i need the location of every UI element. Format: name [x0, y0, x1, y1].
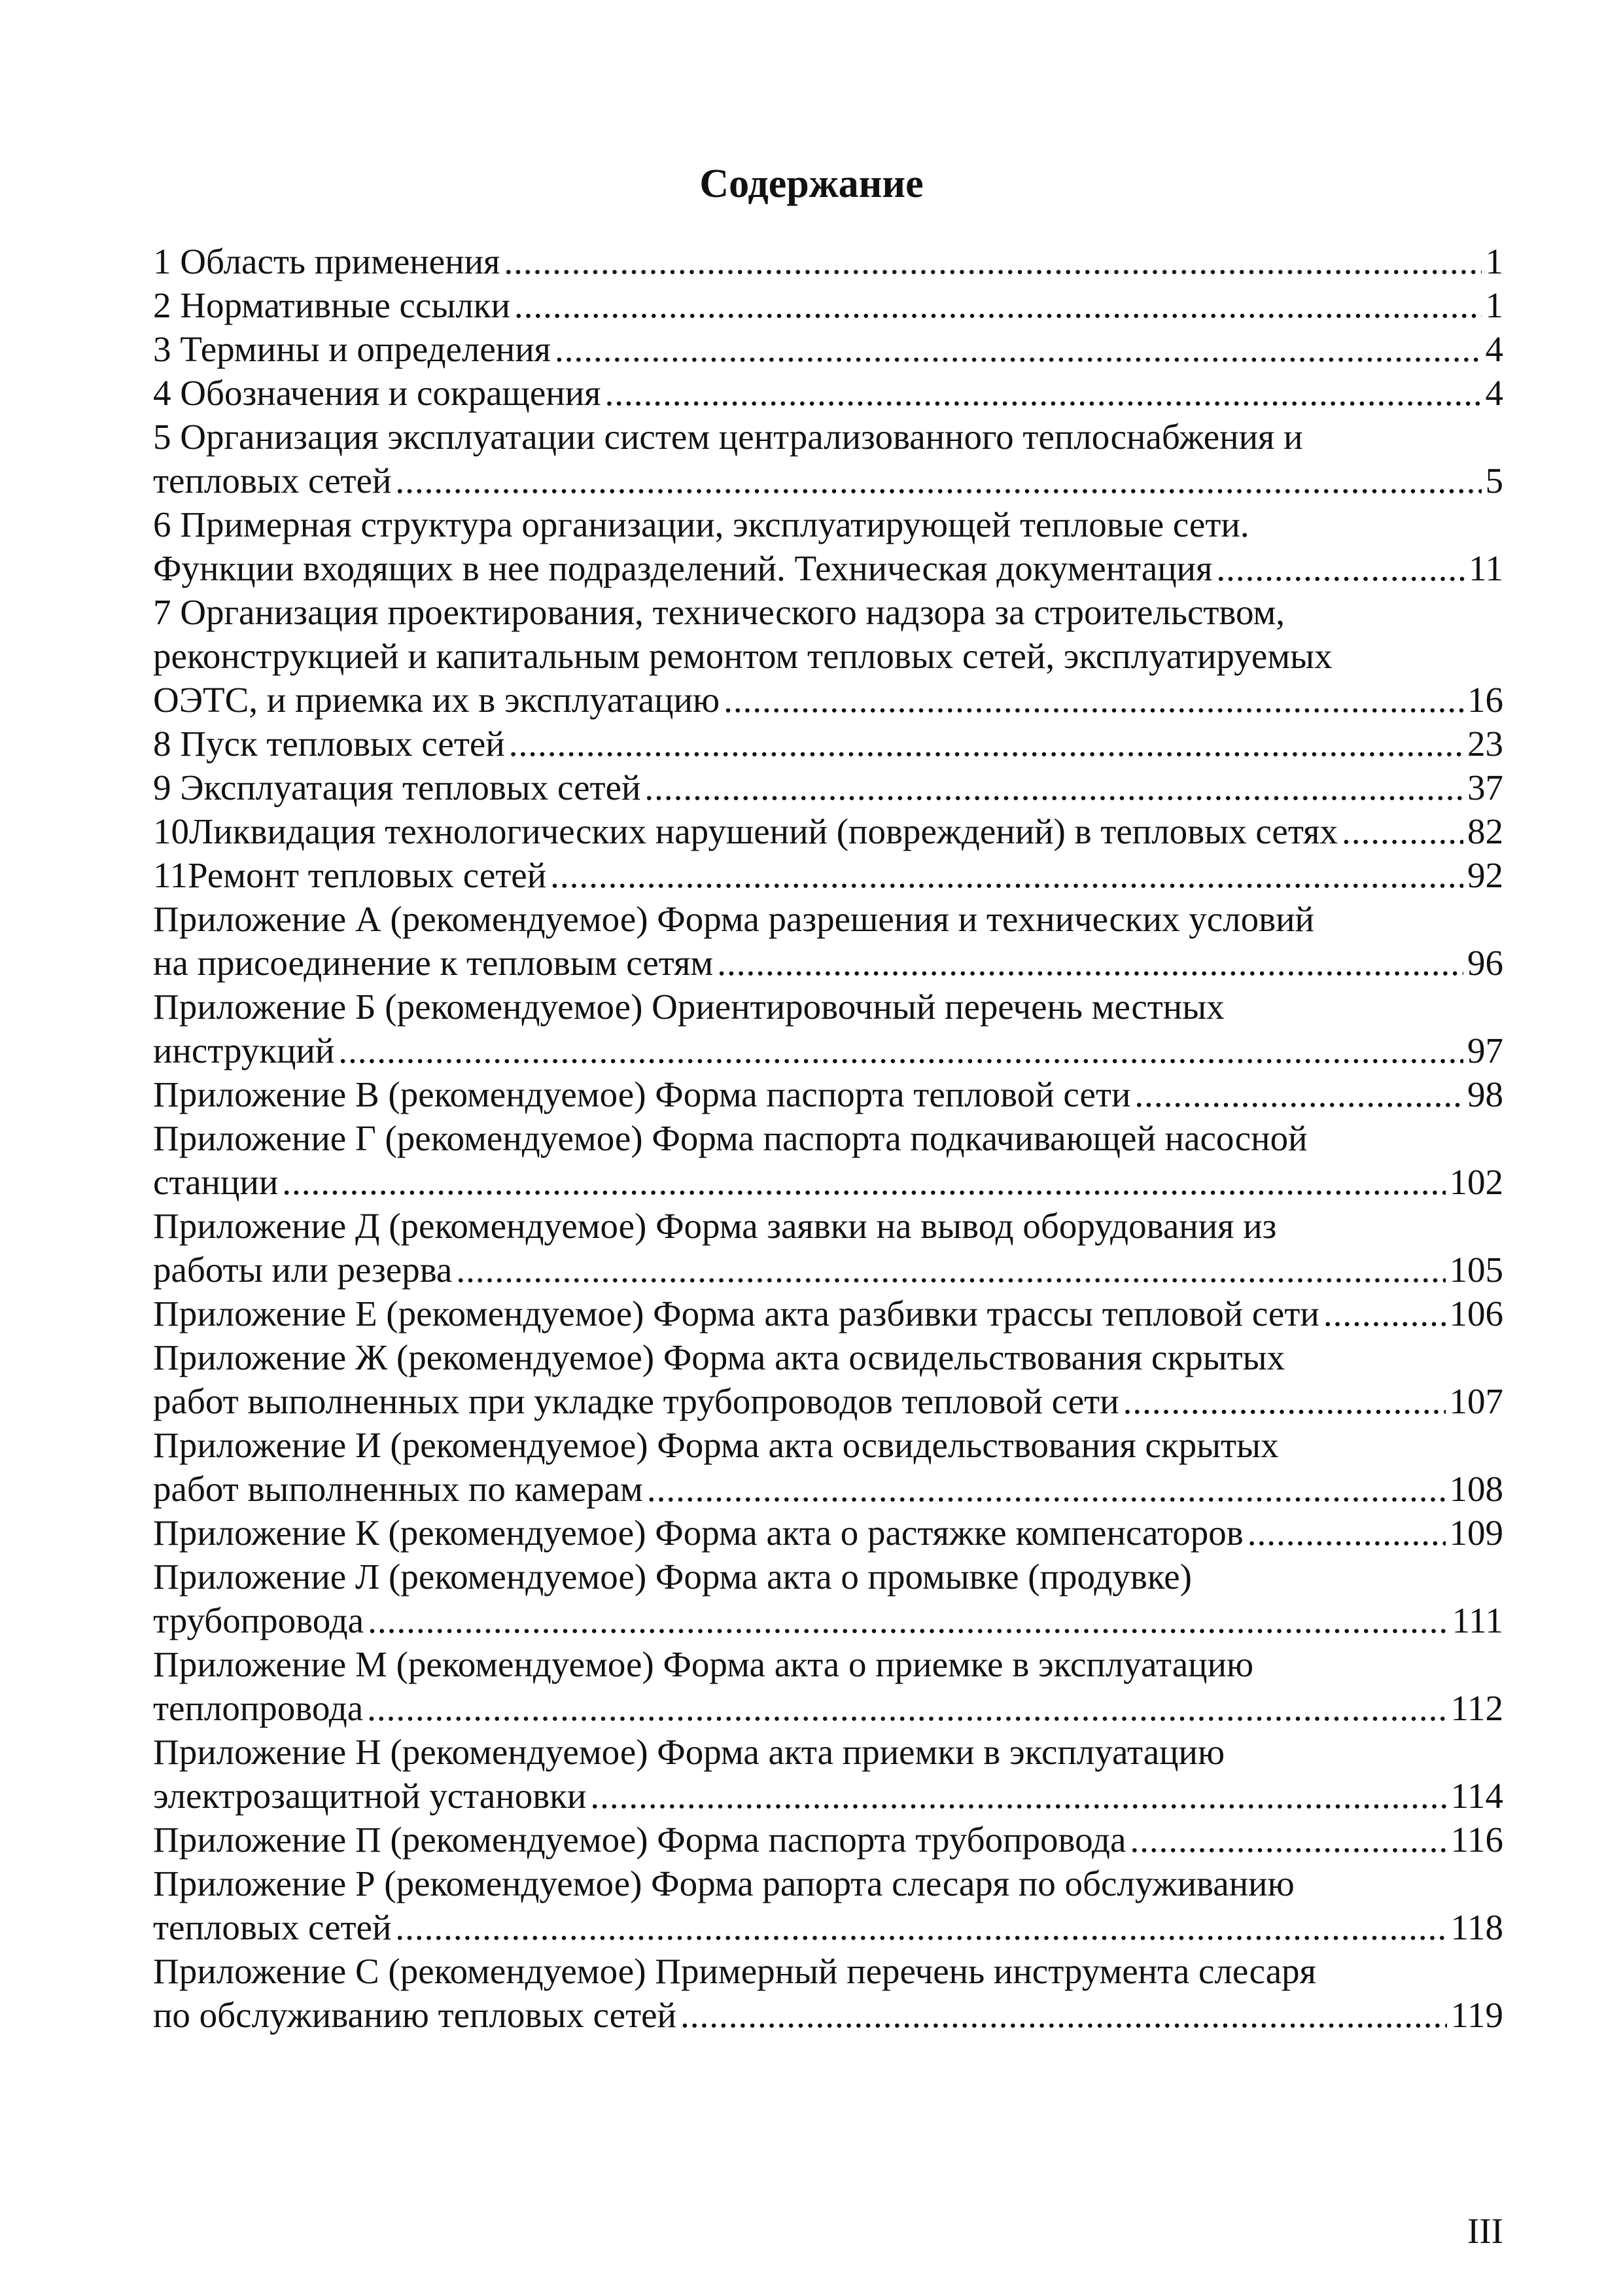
- toc-entry-last-line: [153, 371, 1503, 415]
- toc-entry-text: работ выполненных при укладке трубопроводов тепловой сети: [153, 1381, 1119, 1421]
- toc-entry-text: реконструкцией и капитальным ремонтом тепловых сетей, эксплуатируемых: [153, 636, 1333, 676]
- toc-entry-text: 8 Пуск тепловых сетей: [153, 724, 505, 764]
- dot-leader: [647, 1467, 1446, 1511]
- toc-entry-last-line: [153, 1511, 1503, 1555]
- toc-entry-last-line: [153, 459, 1503, 503]
- dot-leader: [1323, 1292, 1446, 1335]
- toc-entry[interactable]: [153, 1555, 1503, 1642]
- dot-leader: [504, 239, 1481, 283]
- toc-entry[interactable]: [153, 1730, 1503, 1818]
- toc-entry-text: Приложение Р (рекомендуемое) Форма рапорта слесаря по обслуживанию: [153, 1863, 1295, 1903]
- toc-entry-text: тепловых сетей: [153, 1907, 392, 1947]
- toc-entry-text: работы или резерва: [153, 1250, 453, 1290]
- toc-entry-text: по обслуживанию тепловых сетей: [153, 1995, 676, 2035]
- toc-entry-last-line: [153, 1160, 1503, 1204]
- toc-entry[interactable]: [153, 327, 1503, 371]
- dot-leader: [724, 678, 1463, 722]
- toc-page-number: 108: [1449, 1469, 1503, 1509]
- toc-entry[interactable]: [153, 1423, 1503, 1511]
- toc-entry[interactable]: [153, 283, 1503, 327]
- toc-entry-last-line: [153, 1818, 1503, 1862]
- toc-entry[interactable]: [153, 590, 1503, 722]
- toc-entry-last-line: [153, 1072, 1503, 1116]
- toc-entry-text: электрозащитной установки: [153, 1776, 587, 1816]
- toc-entry[interactable]: [153, 1292, 1503, 1335]
- toc-entry[interactable]: [153, 1949, 1503, 2037]
- dot-leader: [717, 941, 1463, 985]
- toc-page-number: 116: [1450, 1820, 1503, 1860]
- toc-entry-last-line: [153, 1993, 1503, 2037]
- toc-entry-text: Приложение И (рекомендуемое) Форма акта освидельствования скрытых: [153, 1425, 1279, 1465]
- toc-entry-last-line: [153, 1686, 1503, 1730]
- toc-page-number: 4: [1485, 329, 1503, 369]
- dot-leader: [282, 1160, 1445, 1204]
- toc-entry-text: Приложение Н (рекомендуемое) Форма акта приемки в эксплуатацию: [153, 1732, 1225, 1772]
- toc-page-number: 106: [1449, 1294, 1503, 1333]
- toc-page-number: 107: [1449, 1381, 1503, 1421]
- toc-entry-text: теплопровода: [153, 1688, 364, 1728]
- toc-page-number: 1: [1485, 285, 1503, 325]
- toc-entry[interactable]: [153, 239, 1503, 283]
- toc-entry-text: 10Ликвидация технологических нарушений (повреждений) в тепловых сетях: [153, 811, 1338, 851]
- toc-entry[interactable]: [153, 1511, 1503, 1555]
- toc-entry-text: Приложение Л (рекомендуемое) Форма акта о промывке (продувке): [153, 1557, 1192, 1597]
- toc-page-number: 16: [1467, 680, 1503, 720]
- toc-entry-text: Приложение С (рекомендуемое) Примерный перечень инструмента слесаря: [153, 1951, 1316, 1991]
- toc-entry-last-line: [153, 678, 1503, 722]
- dot-leader: [604, 371, 1481, 415]
- toc-entry-last-line: [153, 546, 1503, 590]
- toc-entry-text: Приложение А (рекомендуемое) Форма разрешения и технических условий: [153, 899, 1314, 939]
- toc-entry[interactable]: [153, 766, 1503, 809]
- toc-page-number: 1: [1485, 241, 1503, 281]
- toc-entry-text: Приложение Е (рекомендуемое) Форма акта разбивки трассы тепловой сети: [153, 1294, 1319, 1333]
- toc-entry-last-line: [153, 853, 1503, 897]
- toc-entry-last-line: [153, 809, 1503, 853]
- toc-page-number: 114: [1450, 1776, 1503, 1816]
- toc-entry-text: Приложение М (рекомендуемое) Форма акта о приемке в эксплуатацию: [153, 1644, 1254, 1684]
- toc-entry[interactable]: [153, 371, 1503, 415]
- toc-entry-last-line: [153, 722, 1503, 766]
- toc-entry-text: 3 Термины и определения: [153, 329, 551, 369]
- dot-leader: [514, 283, 1482, 327]
- toc-entry[interactable]: [153, 1642, 1503, 1730]
- toc-entry-text: Приложение П (рекомендуемое) Форма паспорта трубопровода: [153, 1820, 1126, 1860]
- toc-entry-text: инструкций: [153, 1031, 335, 1070]
- toc-entry-last-line: [153, 1248, 1503, 1292]
- toc-entry[interactable]: [153, 415, 1503, 503]
- toc-entry[interactable]: [153, 1116, 1503, 1204]
- toc-page-number: 109: [1449, 1513, 1503, 1553]
- toc-entry-last-line: [153, 941, 1503, 985]
- toc-page-number: 92: [1467, 855, 1503, 895]
- toc-page-number: 112: [1450, 1688, 1503, 1728]
- toc-page-number: 97: [1467, 1031, 1503, 1070]
- toc-entry-last-line: [153, 1292, 1503, 1335]
- dot-leader: [368, 1598, 1448, 1642]
- toc-entry-text: Функции входящих в нее подразделений. Техническая документация: [153, 548, 1213, 588]
- toc-entry-last-line: [153, 1029, 1503, 1072]
- toc-entry-text: Приложение Б (рекомендуемое) Ориентировочный перечень местных: [153, 987, 1225, 1027]
- toc-page-number: 23: [1467, 724, 1503, 764]
- toc-page-number: 4: [1485, 373, 1503, 413]
- dot-leader: [367, 1686, 1446, 1730]
- toc-entry-last-line: [153, 1774, 1503, 1818]
- dot-leader: [555, 327, 1482, 371]
- toc-entry[interactable]: [153, 1818, 1503, 1862]
- toc-page-number: 102: [1449, 1162, 1503, 1202]
- toc-entry-last-line: [153, 1379, 1503, 1423]
- toc-page-number: 105: [1449, 1250, 1503, 1290]
- toc-entry-text: Приложение Г (рекомендуемое) Форма паспорта подкачивающей насосной: [153, 1118, 1308, 1158]
- dot-leader: [590, 1774, 1446, 1818]
- dot-leader: [456, 1248, 1445, 1292]
- dot-leader: [1216, 546, 1465, 590]
- toc-entry-text: 7 Организация проектирования, технического надзора за строительством,: [153, 592, 1285, 632]
- toc-entry[interactable]: [153, 1335, 1503, 1423]
- toc-entry[interactable]: [153, 1862, 1503, 1949]
- toc-entry[interactable]: [153, 985, 1503, 1072]
- dot-leader: [1248, 1511, 1446, 1555]
- toc-entry-text: Приложение Ж (рекомендуемое) Форма акта освидельствования скрытых: [153, 1337, 1285, 1377]
- toc-entry-last-line: [153, 1598, 1503, 1642]
- toc-entry[interactable]: [153, 1072, 1503, 1116]
- toc-entry-text: Приложение Д (рекомендуемое) Форма заявки на вывод оборудования из: [153, 1206, 1277, 1246]
- toc-entry-text: 11Ремонт тепловых сетей: [153, 855, 547, 895]
- toc-entry-text: трубопровода: [153, 1600, 364, 1640]
- toc-entry[interactable]: [153, 897, 1503, 985]
- toc-entry-text: тепловых сетей: [153, 461, 392, 501]
- dot-leader: [1130, 1818, 1446, 1862]
- toc-entry[interactable]: [153, 853, 1503, 897]
- toc-entry-text: 5 Организация эксплуатации систем централизованного теплоснабжения и: [153, 417, 1303, 457]
- dot-leader: [509, 722, 1463, 766]
- page-number: III: [1467, 2211, 1503, 2251]
- toc-page-number: 82: [1467, 811, 1503, 851]
- toc-entry[interactable]: [153, 809, 1503, 853]
- toc-page-number: 118: [1450, 1907, 1503, 1947]
- toc-entry-text: 1 Область применения: [153, 241, 500, 281]
- toc-page-number: 11: [1469, 548, 1503, 588]
- dot-leader: [1134, 1072, 1463, 1116]
- toc-entry-text: работ выполненных по камерам: [153, 1469, 643, 1509]
- table-of-contents: [153, 239, 1503, 2037]
- dot-leader: [1123, 1379, 1446, 1423]
- dot-leader: [395, 459, 1481, 503]
- toc-entry-text: 4 Обозначения и сокращения: [153, 373, 601, 413]
- dot-leader: [680, 1993, 1447, 2037]
- toc-entry-text: 6 Примерная структура организации, эксплуатирующей тепловые сети.: [153, 504, 1249, 544]
- toc-page-number: 96: [1467, 943, 1503, 983]
- toc-entry-last-line: [153, 1905, 1503, 1949]
- toc-entry-text: 2 Нормативные ссылки: [153, 285, 510, 325]
- toc-entry-last-line: [153, 239, 1503, 283]
- toc-entry[interactable]: [153, 1204, 1503, 1292]
- toc-entry-text: Приложение К (рекомендуемое) Форма акта о растяжке компенсаторов: [153, 1513, 1244, 1553]
- toc-entry-text: Приложение В (рекомендуемое) Форма паспорта тепловой сети: [153, 1074, 1131, 1114]
- dot-leader: [644, 766, 1463, 809]
- toc-page-number: 98: [1467, 1074, 1503, 1114]
- toc-entry-last-line: [153, 1467, 1503, 1511]
- page-title: Содержание: [699, 162, 924, 206]
- toc-entry-last-line: [153, 327, 1503, 371]
- toc-page-number: 5: [1485, 461, 1503, 501]
- dot-leader: [550, 853, 1463, 897]
- toc-entry-text: 9 Эксплуатация тепловых сетей: [153, 768, 641, 807]
- dot-leader: [338, 1029, 1463, 1072]
- toc-entry[interactable]: [153, 503, 1503, 590]
- toc-page-number: 111: [1452, 1600, 1503, 1640]
- toc-entry-text: на присоединение к тепловым сетям: [153, 943, 714, 983]
- toc-page-number: 119: [1450, 1995, 1503, 2035]
- toc-entry-last-line: [153, 283, 1503, 327]
- toc-entry-text: ОЭТС, и приемка их в эксплуатацию: [153, 680, 720, 720]
- dot-leader: [395, 1905, 1446, 1949]
- dot-leader: [1342, 809, 1463, 853]
- toc-entry-last-line: [153, 766, 1503, 809]
- toc-page-number: 37: [1467, 768, 1503, 807]
- toc-entry-text: станции: [153, 1162, 279, 1202]
- toc-entry[interactable]: [153, 722, 1503, 766]
